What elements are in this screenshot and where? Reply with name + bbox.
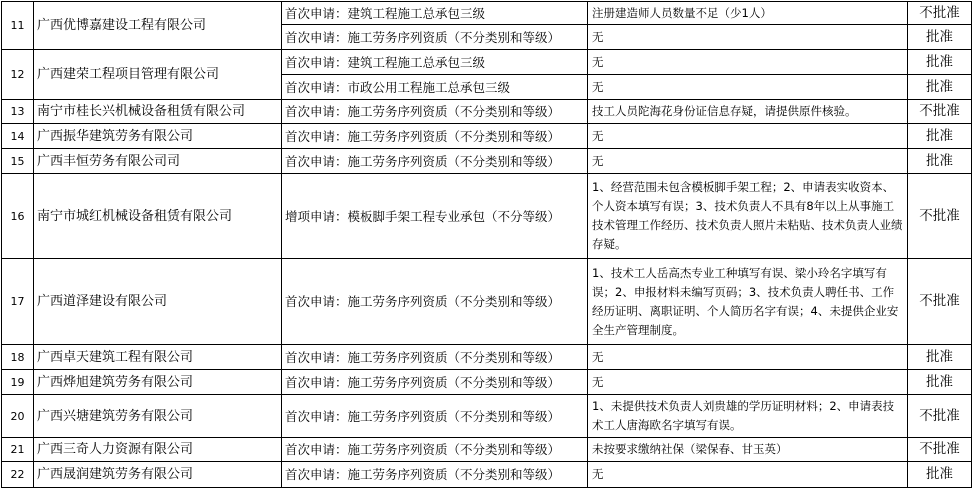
row-number: 17 [2, 259, 34, 345]
application-type: 首次申请：施工劳务序列资质（不分类别和等级） [282, 100, 588, 124]
review-reason: 无 [588, 370, 908, 395]
approval-table-body [2, 2, 972, 488]
table-row [2, 438, 972, 462]
review-reason: 注册建造师人员数量不足（少1人） [588, 2, 908, 25]
approval-table [1, 1, 972, 488]
application-type: 首次申请：施工劳务序列资质（不分类别和等级） [282, 149, 588, 174]
table-row [2, 395, 972, 438]
application-type: 首次申请：施工劳务序列资质（不分类别和等级） [282, 259, 588, 345]
review-result: 不批准 [908, 395, 972, 438]
review-result: 批准 [908, 345, 972, 370]
table-row [2, 259, 972, 345]
company-name: 广西丰恒劳务有限公司司 [34, 149, 282, 174]
review-result: 不批准 [908, 259, 972, 345]
row-number: 19 [2, 370, 34, 395]
company-name: 广西道泽建设有限公司 [34, 259, 282, 345]
company-name: 广西烨旭建筑劳务有限公司 [34, 370, 282, 395]
application-type: 首次申请：施工劳务序列资质（不分类别和等级） [282, 25, 588, 50]
table-row [2, 370, 972, 395]
application-type: 首次申请：施工劳务序列资质（不分类别和等级） [282, 462, 588, 488]
company-name: 广西晟润建筑劳务有限公司 [34, 462, 282, 488]
company-name: 广西建荣工程项目管理有限公司 [34, 50, 282, 100]
row-number: 21 [2, 438, 34, 462]
table-row [2, 2, 972, 25]
review-result: 批准 [908, 25, 972, 50]
review-reason: 无 [588, 149, 908, 174]
company-name: 广西优博嘉建设工程有限公司 [34, 2, 282, 50]
review-result: 批准 [908, 124, 972, 149]
review-reason: 无 [588, 50, 908, 75]
row-number: 16 [2, 174, 34, 259]
review-reason: 1、技术工人岳高杰专业工种填写有误、梁小玲名字填写有误；2、申报材料未编写页码；3、技术负责人聘任书、工作经历证明、离职证明、个人简历名字有误；4、未提供企业安全生产管理制度。 [588, 259, 908, 345]
review-reason: 无 [588, 345, 908, 370]
company-name: 南宁市城红机械设备租赁有限公司 [34, 174, 282, 259]
company-name: 南宁市桂长兴机械设备租赁有限公司 [34, 100, 282, 124]
company-name: 广西三奇人力资源有限公司 [34, 438, 282, 462]
company-name: 广西兴塘建筑劳务有限公司 [34, 395, 282, 438]
review-result: 不批准 [908, 438, 972, 462]
company-name: 广西振华建筑劳务有限公司 [34, 124, 282, 149]
application-type: 首次申请：施工劳务序列资质（不分类别和等级） [282, 395, 588, 438]
review-reason: 未按要求缴纳社保（梁保春、甘玉英） [588, 438, 908, 462]
row-number: 11 [2, 2, 34, 50]
review-result: 批准 [908, 50, 972, 75]
row-number: 13 [2, 100, 34, 124]
row-number: 22 [2, 462, 34, 488]
table-row [2, 124, 972, 149]
review-reason: 无 [588, 124, 908, 149]
review-result: 批准 [908, 370, 972, 395]
row-number: 18 [2, 345, 34, 370]
row-number: 20 [2, 395, 34, 438]
review-result: 批准 [908, 75, 972, 100]
company-name: 广西卓天建筑工程有限公司 [34, 345, 282, 370]
table-row [2, 462, 972, 488]
row-number: 12 [2, 50, 34, 100]
review-reason: 技工人员陀海花身份证信息存疑，请提供原件核验。 [588, 100, 908, 124]
table-row [2, 149, 972, 174]
review-reason: 无 [588, 462, 908, 488]
application-type: 首次申请：施工劳务序列资质（不分类别和等级） [282, 124, 588, 149]
review-reason: 1、未提供技术负责人刘贵雄的学历证明材料；2、申请表技术工人唐海欧名字填写有误。 [588, 395, 908, 438]
application-type: 首次申请：建筑工程施工总承包三级 [282, 50, 588, 75]
table-row [2, 174, 972, 259]
review-result: 批准 [908, 462, 972, 488]
table-row [2, 345, 972, 370]
review-reason: 1、经营范围未包含模板脚手架工程；2、申请表实收资本、个人资本填写有误；3、技术负责人不具有8年以上从事施工技术管理工作经历、技术负责人照片未粘贴、技术负责人业绩存疑。 [588, 174, 908, 259]
application-type: 首次申请：施工劳务序列资质（不分类别和等级） [282, 370, 588, 395]
application-type: 首次申请：市政公用工程施工总承包三级 [282, 75, 588, 100]
review-result: 批准 [908, 149, 972, 174]
review-result: 不批准 [908, 100, 972, 124]
review-result: 不批准 [908, 2, 972, 25]
table-row [2, 50, 972, 75]
row-number: 15 [2, 149, 34, 174]
application-type: 首次申请：建筑工程施工总承包三级 [282, 2, 588, 25]
application-type: 首次申请：施工劳务序列资质（不分类别和等级） [282, 438, 588, 462]
application-type: 首次申请：施工劳务序列资质（不分类别和等级） [282, 345, 588, 370]
table-row [2, 100, 972, 124]
review-reason: 无 [588, 25, 908, 50]
review-result: 不批准 [908, 174, 972, 259]
review-reason: 无 [588, 75, 908, 100]
application-type: 增项申请：模板脚手架工程专业承包（不分等级） [282, 174, 588, 259]
row-number: 14 [2, 124, 34, 149]
